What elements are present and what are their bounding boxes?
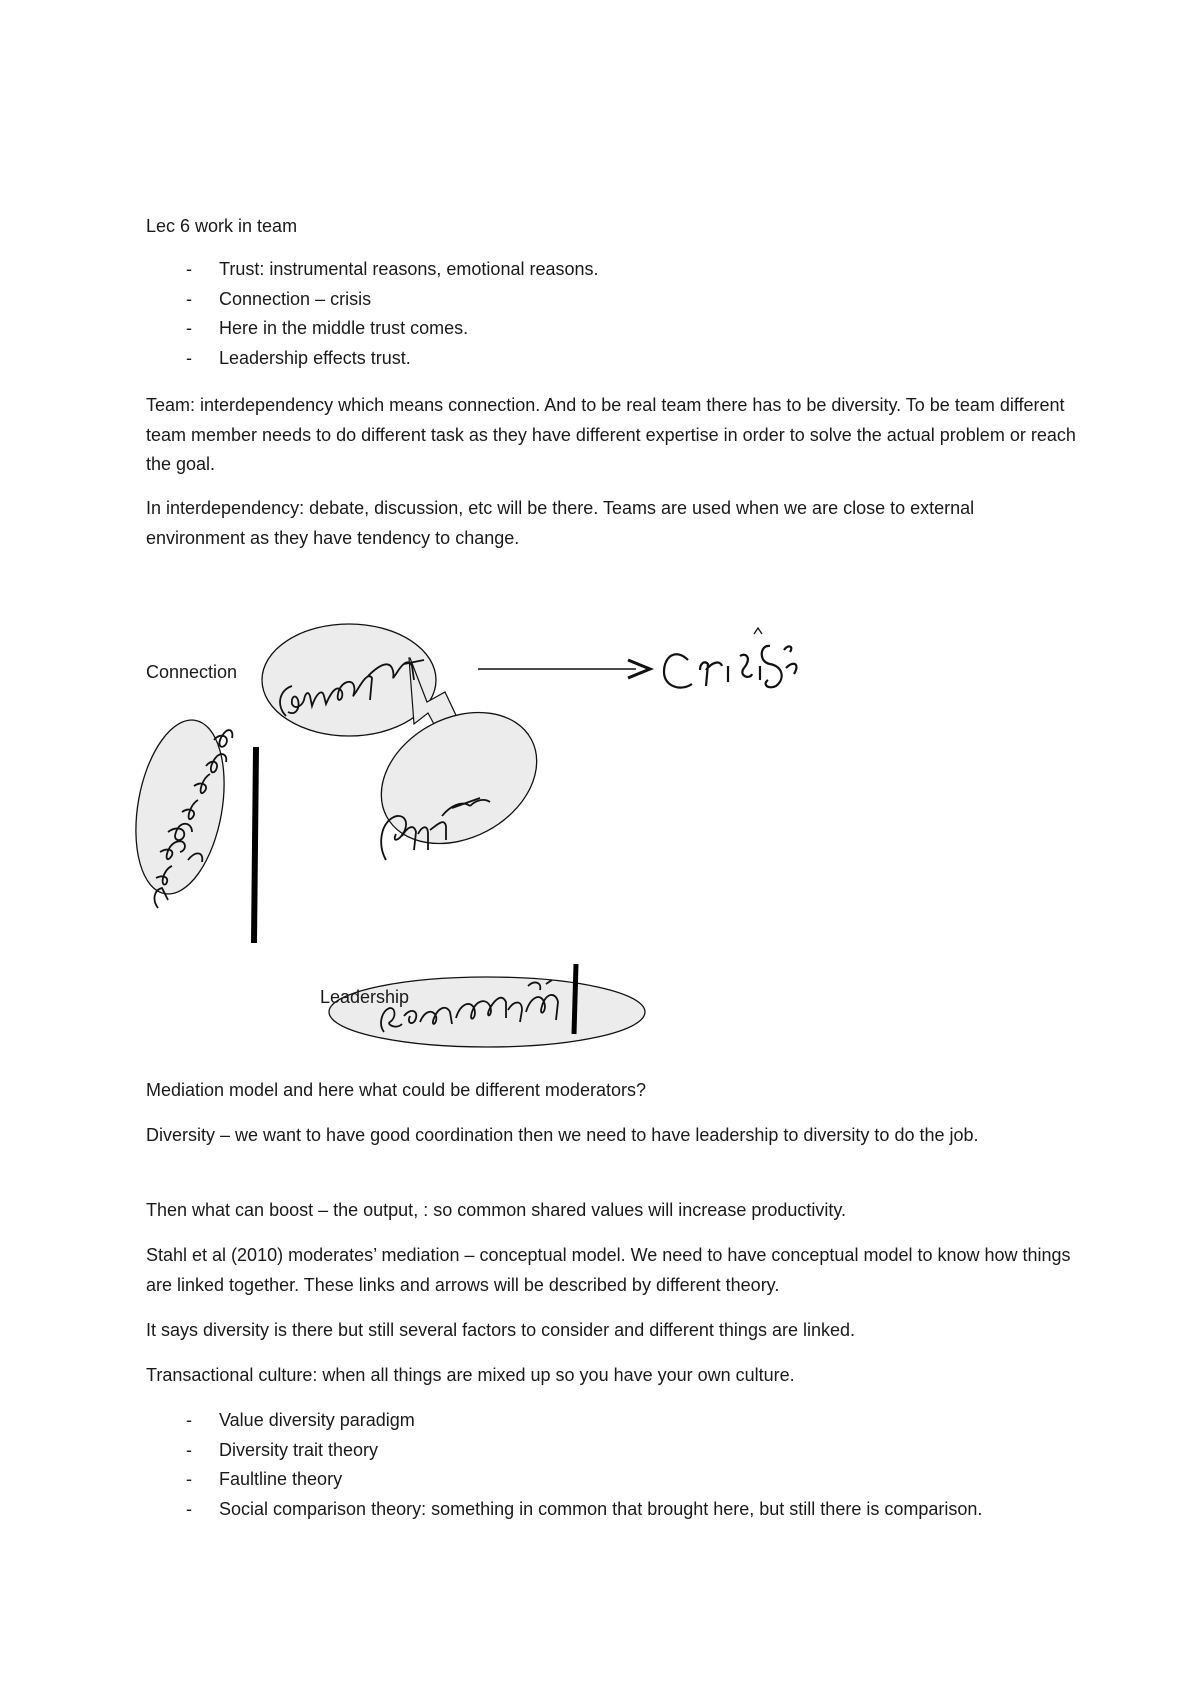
- list-item-text: Connection – crisis: [219, 288, 372, 309]
- diagram-canvas: [0, 620, 1200, 1050]
- list-item-text: Trust: instrumental reasons, emotional reasons.: [219, 259, 599, 279]
- list-item-text: Diversity trait theory: [219, 1439, 379, 1460]
- bullet-dash: -: [186, 1498, 192, 1519]
- list-item-text: Social comparison theory: something in common that brought here, but still there is comparison.: [219, 1498, 983, 1519]
- list-item: [146, 1406, 1046, 1436]
- connection-ellipse: [262, 624, 436, 736]
- paragraph-factors: It says diversity is there but still several factors to consider and different things are linked.: [146, 1320, 856, 1340]
- list-item-text: Here in the middle trust comes.: [219, 318, 469, 338]
- paragraph-transactional: Transactional culture: when all things are mixed up so you have your own culture.: [146, 1365, 795, 1385]
- list-item-text: Leadership effects trust.: [219, 347, 411, 368]
- theory-bullet-list: [146, 1406, 1046, 1524]
- bullet-dash: -: [186, 318, 192, 338]
- list-item: [146, 314, 599, 344]
- list-item: [146, 1465, 1046, 1495]
- diagram-label-leadership: Leadership: [320, 987, 410, 1007]
- bullet-dash: -: [186, 347, 192, 368]
- paragraph-boost: Then what can boost – the output, : so common shared values will increase productivity.: [146, 1200, 847, 1220]
- paragraph-team: Team: interdependency which means connection. And to be real team there has to be diversity. To be team different team member needs to do different task as they have different expertise in order to solve the actual problem or reach the goal.: [146, 395, 1076, 474]
- thick-short-line: [574, 964, 576, 1034]
- paragraph-mediation: Mediation model and here what could be different moderators?: [146, 1080, 646, 1100]
- handwriting-crisis: [664, 646, 796, 688]
- list-item: [146, 285, 599, 315]
- list-item: [146, 1436, 1046, 1466]
- paragraph-interdependency: In interdependency: debate, discussion, etc will be there. Teams are used when we are close to external environment as they have tendency to change.: [146, 498, 975, 548]
- handwriting-accent: [754, 628, 762, 634]
- list-item-text: Faultline theory: [219, 1469, 343, 1489]
- thick-vertical-line: [254, 747, 256, 943]
- page-title: Lec 6 work in team: [146, 216, 298, 236]
- trust-bullet-list: [146, 255, 599, 373]
- list-item-text: Value diversity paradigm: [219, 1410, 415, 1430]
- bullet-dash: -: [186, 1410, 192, 1430]
- list-item: [146, 255, 599, 285]
- bullet-dash: -: [186, 259, 192, 279]
- list-item: [146, 344, 599, 374]
- hand-drawn-diagram: [0, 620, 1200, 1050]
- paragraph-stahl: Stahl et al (2010) moderates’ mediation – conceptual model. We need to have conceptual model to know how things are linked together. These links and arrows will be described by different theory.: [146, 1245, 1071, 1295]
- bullet-dash: -: [186, 1439, 192, 1460]
- list-item: [146, 1495, 1046, 1525]
- bullet-dash: -: [186, 1469, 192, 1489]
- bullet-dash: -: [186, 288, 192, 309]
- paragraph-diversity: Diversity – we want to have good coordination then we need to have leadership to diversity to do the job.: [146, 1125, 979, 1145]
- diagram-label-connection: Connection: [146, 662, 238, 682]
